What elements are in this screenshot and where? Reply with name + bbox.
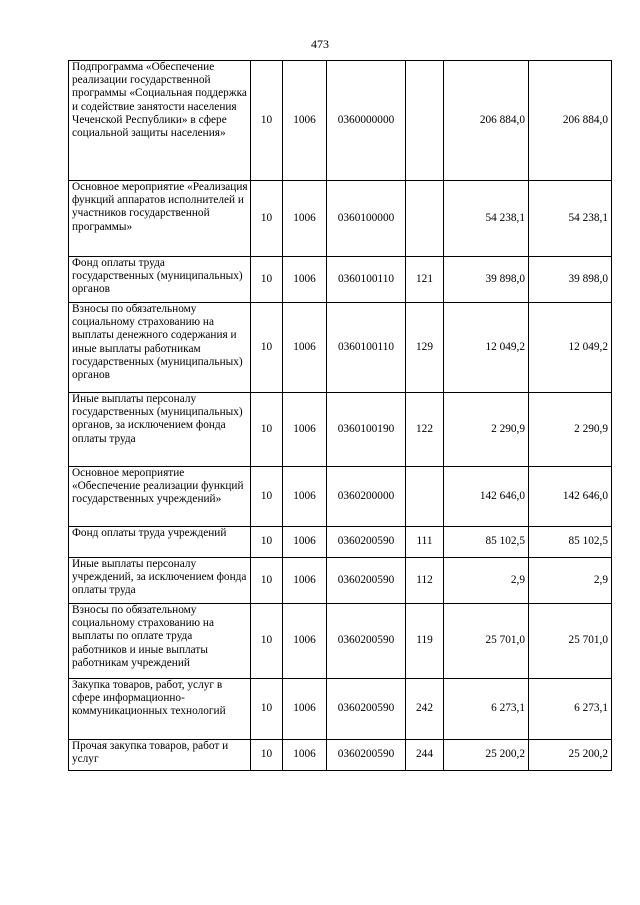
row-sum-2: 2,9 (529, 558, 612, 604)
row-section: 10 (251, 61, 283, 181)
row-section: 10 (251, 393, 283, 467)
row-subsection: 1006 (283, 558, 327, 604)
row-kind: 129 (406, 303, 444, 393)
row-sum-2: 12 049,2 (529, 303, 612, 393)
row-section: 10 (251, 467, 283, 527)
row-sum-2: 25 701,0 (529, 604, 612, 679)
row-subsection: 1006 (283, 679, 327, 740)
row-sum-2: 206 884,0 (529, 61, 612, 181)
row-subsection: 1006 (283, 527, 327, 558)
row-subsection: 1006 (283, 740, 327, 771)
table-row (69, 61, 612, 181)
row-sum-2: 142 646,0 (529, 467, 612, 527)
row-name: Иные выплаты персоналу учреждений, за исключением фонда оплаты труда (69, 558, 251, 604)
row-subsection: 1006 (283, 181, 327, 257)
table-row (69, 604, 612, 679)
row-subsection: 1006 (283, 61, 327, 181)
row-sum-2: 25 200,2 (529, 740, 612, 771)
row-target: 0360000000 (327, 61, 406, 181)
row-sum-1: 12 049,2 (444, 303, 529, 393)
row-sum-1: 206 884,0 (444, 61, 529, 181)
row-name: Закупка товаров, работ, услуг в сфере информационно-коммуникационных технологий (69, 679, 251, 740)
row-sum-1: 25 200,2 (444, 740, 529, 771)
row-name: Взносы по обязательному социальному страхованию на выплаты по оплате труда работников и иные выплаты работникам учреждений (69, 604, 251, 679)
row-subsection: 1006 (283, 467, 327, 527)
row-subsection: 1006 (283, 303, 327, 393)
budget-table (68, 60, 612, 771)
row-sum-2: 85 102,5 (529, 527, 612, 558)
row-target: 0360100110 (327, 257, 406, 303)
row-kind (406, 181, 444, 257)
row-name: Подпрограмма «Обеспечение реализации государственной программы «Социальная поддержка и содействие занятости населения Чеченской Республики» в сфере социальной защиты населения» (69, 61, 251, 181)
table-row (69, 181, 612, 257)
row-name: Основное мероприятие «Обеспечение реализации функций государственных учреждений» (69, 467, 251, 527)
row-target: 0360200590 (327, 679, 406, 740)
row-name: Взносы по обязательному социальному страхованию на выплаты денежного содержания и иные выплаты работникам государственных (муниципальных) органов (69, 303, 251, 393)
row-target: 0360200590 (327, 527, 406, 558)
budget-table-body (69, 61, 612, 771)
table-row (69, 467, 612, 527)
row-kind: 244 (406, 740, 444, 771)
row-section: 10 (251, 257, 283, 303)
row-sum-1: 6 273,1 (444, 679, 529, 740)
row-section: 10 (251, 181, 283, 257)
row-sum-2: 6 273,1 (529, 679, 612, 740)
row-sum-1: 25 701,0 (444, 604, 529, 679)
row-sum-1: 2,9 (444, 558, 529, 604)
row-kind: 122 (406, 393, 444, 467)
row-subsection: 1006 (283, 257, 327, 303)
table-row (69, 740, 612, 771)
row-name: Основное мероприятие «Реализация функций аппаратов исполнителей и участников государственной программы» (69, 181, 251, 257)
page-number: 473 (311, 37, 329, 51)
row-target: 0360200000 (327, 467, 406, 527)
row-target: 0360200590 (327, 740, 406, 771)
row-section: 10 (251, 604, 283, 679)
row-sum-2: 39 898,0 (529, 257, 612, 303)
table-row (69, 303, 612, 393)
row-subsection: 1006 (283, 604, 327, 679)
row-kind: 112 (406, 558, 444, 604)
row-sum-1: 85 102,5 (444, 527, 529, 558)
table-row (69, 558, 612, 604)
row-target: 0360200590 (327, 604, 406, 679)
row-target: 0360100000 (327, 181, 406, 257)
row-section: 10 (251, 679, 283, 740)
row-name: Фонд оплаты труда государственных (муниципальных) органов (69, 257, 251, 303)
row-target: 0360100110 (327, 303, 406, 393)
row-kind: 242 (406, 679, 444, 740)
row-sum-2: 2 290,9 (529, 393, 612, 467)
row-target: 0360200590 (327, 558, 406, 604)
row-name: Иные выплаты персоналу государственных (муниципальных) органов, за исключением фонда оплаты труда (69, 393, 251, 467)
row-kind: 121 (406, 257, 444, 303)
row-kind: 119 (406, 604, 444, 679)
row-sum-1: 142 646,0 (444, 467, 529, 527)
row-name: Прочая закупка товаров, работ и услуг (69, 740, 251, 771)
row-kind (406, 467, 444, 527)
table-row (69, 679, 612, 740)
row-sum-1: 2 290,9 (444, 393, 529, 467)
row-section: 10 (251, 558, 283, 604)
row-subsection: 1006 (283, 393, 327, 467)
table-row (69, 393, 612, 467)
row-kind: 111 (406, 527, 444, 558)
table-row (69, 257, 612, 303)
row-section: 10 (251, 303, 283, 393)
row-sum-1: 39 898,0 (444, 257, 529, 303)
row-name: Фонд оплаты труда учреждений (69, 527, 251, 558)
row-target: 0360100190 (327, 393, 406, 467)
row-sum-1: 54 238,1 (444, 181, 529, 257)
row-section: 10 (251, 740, 283, 771)
table-row (69, 527, 612, 558)
row-kind (406, 61, 444, 181)
row-sum-2: 54 238,1 (529, 181, 612, 257)
row-section: 10 (251, 527, 283, 558)
